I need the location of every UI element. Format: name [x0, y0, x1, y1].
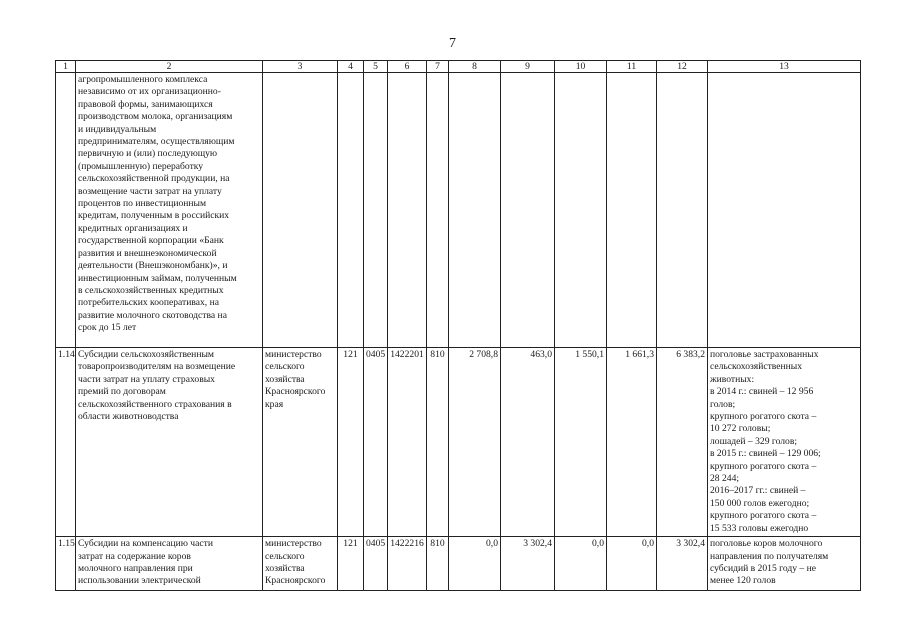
expected-result: поголовье коров молочного направления по получателям субсидий в 2015 году – не менее 120 голов	[708, 537, 861, 591]
column-number: 8	[449, 61, 501, 73]
amount-col-9: 3 302,4	[501, 537, 555, 591]
table-row	[56, 537, 861, 591]
table-row	[56, 348, 861, 537]
amount-col-11: 0,0	[607, 537, 657, 591]
target-article-code: 1422201	[388, 348, 427, 537]
expense-type-code: 810	[427, 537, 449, 591]
amount-col-11	[607, 73, 657, 348]
item-description: Субсидии сельскохозяйственным товаропроизводителям на возмещение части затрат на уплату страховых премий по договорам сельскохозяйственного страхования в области животноводства	[76, 348, 263, 537]
responsible-agency: министерство сельского хозяйства Красноярского края	[263, 348, 338, 537]
amount-col-8: 2 708,8	[449, 348, 501, 537]
column-number: 6	[388, 61, 427, 73]
table-row	[56, 73, 861, 348]
expected-result: поголовье застрахованных сельскохозяйственных животных: в 2014 г.: свиней – 12 956 голов; крупного рогатого скота – 10 272 головы; лошадей – 329 голов; в 2015 г.: свиней – 129 006; крупного рогатого скота – 28 244; 2016–2017 гг.: свиней – 150 000 голов ежегодно; крупного рогатого скота – 15 533 головы ежегодно	[708, 348, 861, 537]
column-number: 10	[555, 61, 607, 73]
item-description: Субсидии на компенсацию части затрат на содержание коров молочного направления при использовании электрической	[76, 537, 263, 591]
item-number	[56, 73, 76, 348]
header-row	[56, 61, 861, 73]
column-number: 13	[708, 61, 861, 73]
responsible-agency	[263, 73, 338, 348]
grbs-code: 121	[338, 537, 364, 591]
column-number: 7	[427, 61, 449, 73]
amount-total	[657, 73, 708, 348]
section-code	[364, 73, 388, 348]
item-number: 1.15	[56, 537, 76, 591]
column-number: 2	[76, 61, 263, 73]
target-article-code: 1422216	[388, 537, 427, 591]
amount-col-8: 0,0	[449, 537, 501, 591]
section-code: 0405	[364, 348, 388, 537]
expense-type-code	[427, 73, 449, 348]
column-number: 3	[263, 61, 338, 73]
column-number: 9	[501, 61, 555, 73]
page-number: 7	[449, 36, 456, 51]
column-number: 5	[364, 61, 388, 73]
amount-total: 6 383,2	[657, 348, 708, 537]
amount-total: 3 302,4	[657, 537, 708, 591]
expected-result	[708, 73, 861, 348]
target-article-code	[388, 73, 427, 348]
grbs-code	[338, 73, 364, 348]
amount-col-9: 463,0	[501, 348, 555, 537]
amount-col-11: 1 661,3	[607, 348, 657, 537]
amount-col-10	[555, 73, 607, 348]
section-code: 0405	[364, 537, 388, 591]
column-number: 1	[56, 61, 76, 73]
column-number: 11	[607, 61, 657, 73]
grbs-code: 121	[338, 348, 364, 537]
item-description: агропромышленного комплекса независимо от их организационно- правовой формы, занимающихся производством молока, организациям и индивидуальным предпринимателям, осуществляющим первичную и (или) последующую (промышленную) переработку сельскохозяйственной продукции, на возмещение части затрат на уплату процентов по инвестиционным кредитам, полученным в российских кредитных организациях и государственной корпорации «Банк развития и внешнеэкономической деятельности (Внешэкономбанк)», и инвестиционным займам, полученным в сельскохозяйственных кредитных потребительских кооперативах, на развитие молочного скотоводства на срок до 15 лет	[76, 73, 263, 348]
amount-col-10: 0,0	[555, 537, 607, 591]
column-number: 12	[657, 61, 708, 73]
amount-col-8	[449, 73, 501, 348]
item-number: 1.14	[56, 348, 76, 537]
expense-type-code: 810	[427, 348, 449, 537]
amount-col-10: 1 550,1	[555, 348, 607, 537]
budget-table	[55, 60, 861, 591]
column-number: 4	[338, 61, 364, 73]
amount-col-9	[501, 73, 555, 348]
responsible-agency: министерство сельского хозяйства Красноярского	[263, 537, 338, 591]
